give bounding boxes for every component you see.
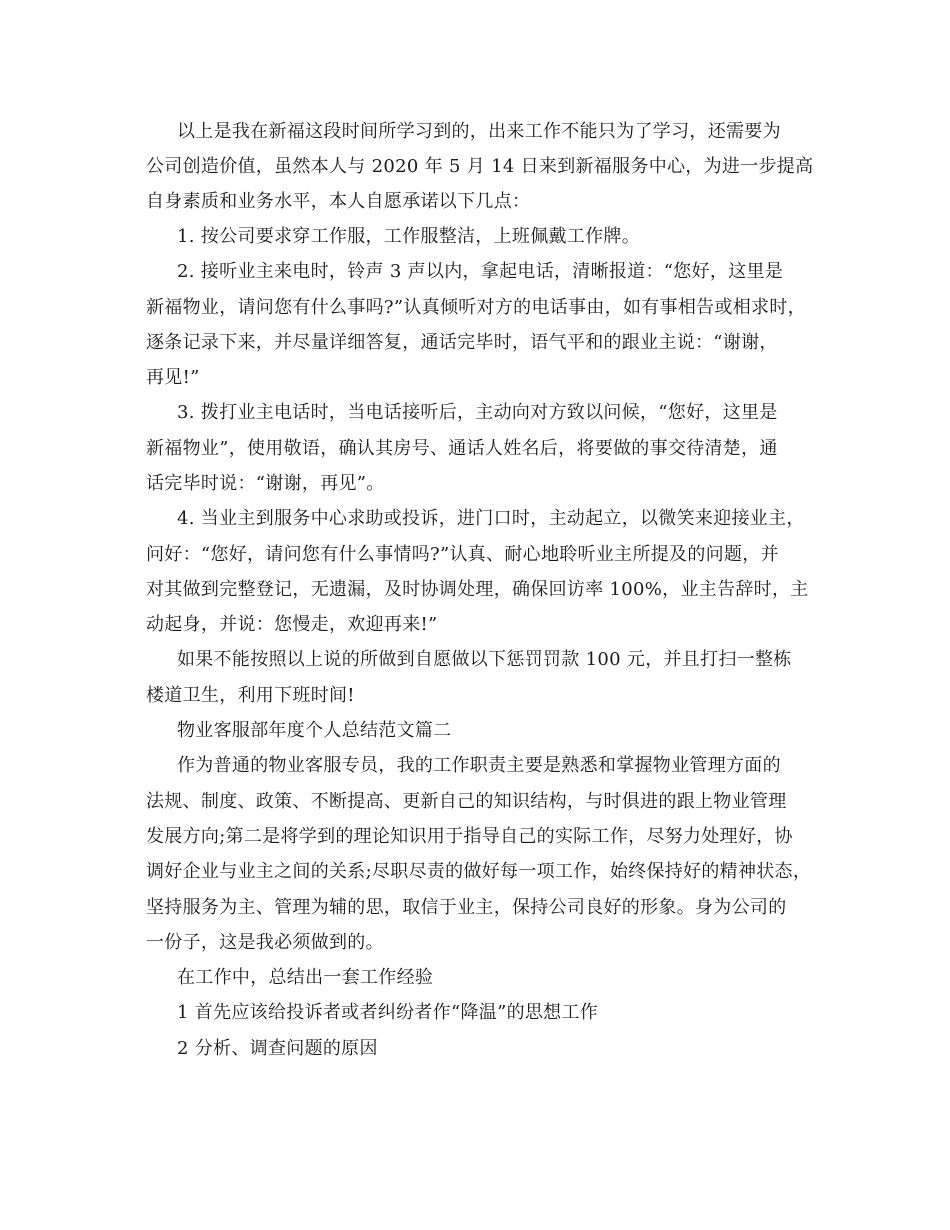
text-line: 公司创造价值，虽然本人与 2020 年 5 月 14 日来到新福服务中心，为进一步提高 — [146, 156, 814, 177]
text-line: 动起身，并说：您慢走，欢迎再来!” — [146, 614, 438, 635]
text-line: 新福物业”，使用敬语，确认其房号、通话人姓名后，将要做的事交待清楚，通 — [146, 438, 778, 459]
text-line: 4. 当业主到服务中心求助或投诉，进门口时，主动起立，以微笑来迎接业主， — [177, 508, 805, 529]
text-line: 以上是我在新福这段时间所学习到的，出来工作不能只为了学习，还需要为 — [177, 121, 781, 142]
text-line: 2. 接听业主来电时，铃声 3 声以内，拿起电话，清晰报道：“您好，这里是 — [177, 261, 784, 282]
text-line: 发展方向;第二是将学到的理论知识用于指导自己的实际工作，尽努力处理好，协 — [146, 826, 793, 847]
text-line: 一份子，这是我必须做到的。 — [146, 932, 384, 953]
list-item: 1 首先应该给投诉者或者纠纷者作“降温”的思想工作 — [177, 1002, 599, 1023]
section-heading: 物业客服部年度个人总结范文篇二 — [177, 720, 452, 741]
text-line: 3. 拨打业主电话时，当电话接听后，主动向对方致以问候，“您好，这里是 — [177, 402, 778, 423]
text-line: 问好：“您好，请问您有什么事情吗?”认真、耐心地聆听业主所提及的问题，并 — [146, 544, 779, 565]
text-line: 在工作中，总结出一套工作经验 — [177, 967, 434, 988]
text-line: 话完毕时说：“谢谢，再见”。 — [146, 473, 385, 494]
text-line: 如果不能按照以上说的所做到自愿做以下惩罚罚款 100 元，并且打扫一整栋 — [177, 649, 792, 670]
text-line: 作为普通的物业客服专员，我的工作职责主要是熟悉和掌握物业管理方面的 — [177, 755, 781, 776]
text-line: 法规、制度、政策、不断提高、更新自己的知识结构，与时俱进的跟上物业管理 — [146, 791, 787, 812]
text-line: 调好企业与业主之间的关系;尽职尽责的做好每一项工作，始终保持好的精神状态， — [146, 861, 812, 882]
text-line: 逐条记录下来，并尽量详细答复，通话完毕时，语气平和的跟业主说：“谢谢， — [146, 332, 778, 353]
list-item: 2 分析、调查问题的原因 — [177, 1038, 378, 1059]
text-line: 再见!” — [146, 367, 200, 388]
text-line: 新福物业，请问您有什么事吗?”认真倾听对方的电话事由，如有事相告或相求时， — [146, 297, 806, 318]
text-line: 1. 按公司要求穿工作服，工作服整洁，上班佩戴工作牌。 — [177, 226, 640, 247]
text-line: 坚持服务为主、管理为辅的思，取信于业主，保持公司良好的形象。身为公司的 — [146, 897, 787, 918]
text-line: 楼道卫生，利用下班时间! — [146, 685, 355, 706]
text-line: 对其做到完整登记，无遗漏，及时协调处理，确保回访率 100%，业主告辞时，主 — [146, 579, 809, 600]
text-line: 自身素质和业务水平，本人自愿承诺以下几点： — [146, 191, 531, 212]
